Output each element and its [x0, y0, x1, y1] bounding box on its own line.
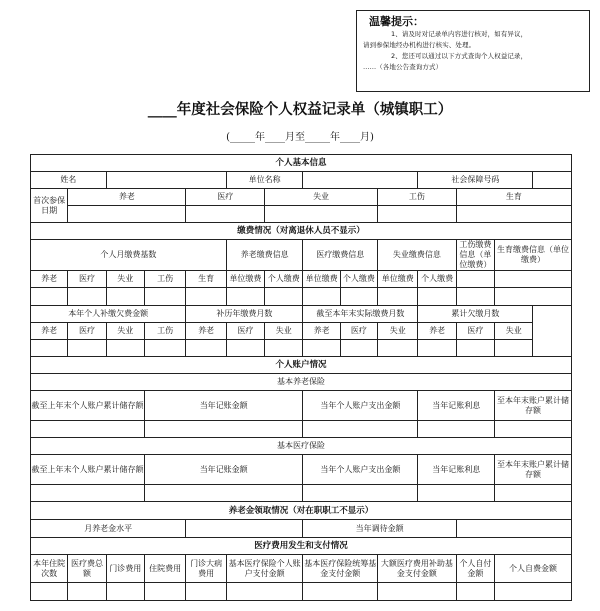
value-cell: [186, 288, 226, 306]
header-item: 失业: [378, 323, 418, 340]
header-account-col: 当年记账金额: [144, 391, 302, 421]
section-pension-claim: 养老金领取情况（对在职职工不显示）: [31, 502, 572, 520]
label-first-date: 首次参保日期: [31, 189, 68, 223]
header-item: 失业: [265, 323, 303, 340]
value-cell: [226, 288, 264, 306]
value-cell: [186, 583, 226, 601]
header-unit-pay: 单位缴费: [378, 271, 418, 288]
notice-title: 温馨提示：: [369, 15, 424, 28]
value-cell: [418, 485, 495, 502]
header-item: 养老: [68, 189, 186, 206]
header-personal-pay: 个人缴费: [418, 271, 456, 288]
value-cell: [340, 340, 377, 357]
value-cell: [495, 421, 572, 438]
page-title: ____年度社会保险个人权益记录单（城镇职工）: [147, 102, 453, 118]
section-basic: 个人基本信息: [31, 155, 572, 172]
value-cell: [144, 583, 185, 601]
value-cell: [418, 340, 456, 357]
label-ssn: 社会保障号码: [418, 172, 533, 189]
value-cell: [144, 340, 185, 357]
header-arrears: 本年个人补缴欠费金额: [31, 306, 186, 323]
header-cost-col: 本年住院次数: [31, 555, 68, 583]
value-cell: [68, 288, 106, 306]
header-account-col: 当年个人账户支出金额: [303, 391, 418, 421]
value-cell: [68, 583, 106, 601]
rights-record-table: [30, 154, 572, 601]
header-item: 失业: [106, 323, 144, 340]
value-cell: [303, 340, 340, 357]
header-item: 养老: [31, 271, 68, 288]
value-cell: [31, 485, 145, 502]
value-cell: [533, 306, 572, 357]
value-cell: [68, 206, 186, 223]
notice-line-2: 请到参保地经办机构进行核实、处理。: [363, 41, 476, 49]
subsection-medical: 基本医疗保险: [31, 438, 572, 455]
value-cell: [186, 520, 303, 538]
value-cell: [106, 583, 144, 601]
header-account-col: 截至上年末个人账户累计储存额: [31, 391, 145, 421]
header-cost-col: 个人自付金额: [456, 555, 494, 583]
value-cell: [186, 206, 265, 223]
value-cell: [378, 206, 457, 223]
value-cell: [144, 421, 302, 438]
header-item: 养老: [186, 323, 226, 340]
header-unemployment-info: 失业缴费信息: [378, 240, 457, 271]
header-item: 医疗: [68, 323, 106, 340]
header-item: 生育: [186, 271, 226, 288]
value-cell: [265, 340, 303, 357]
label-monthly-pension: 月养老金水平: [31, 520, 186, 538]
header-item: 工伤: [378, 189, 457, 206]
notice-line-1: 1、请及时对记录单内容进行核对，如有异议，: [391, 30, 528, 38]
value-cell: [106, 288, 144, 306]
value-cell: [226, 340, 264, 357]
header-maternity-info: 生育缴费信息（单位缴费）: [495, 240, 572, 271]
label-employer: 单位名称: [226, 172, 303, 189]
value-cell: [303, 288, 340, 306]
value-cell: [418, 421, 495, 438]
header-item: 生育: [456, 189, 571, 206]
value-cell: [495, 485, 572, 502]
header-medical-info: 医疗缴费信息: [303, 240, 378, 271]
header-item: 医疗: [68, 271, 106, 288]
header-item: 养老: [31, 323, 68, 340]
value-cell: [456, 520, 571, 538]
value-cell: [144, 288, 185, 306]
value-cell: [303, 485, 418, 502]
value-cell: [495, 340, 533, 357]
header-actual: 截至本年末实际缴费月数: [303, 306, 418, 323]
value-cell: [144, 485, 302, 502]
header-item: 失业: [495, 323, 533, 340]
value-cell: [378, 583, 457, 601]
value-cell: [31, 340, 68, 357]
value-cell: [106, 340, 144, 357]
value-cell: [303, 583, 378, 601]
header-item: 养老: [303, 323, 340, 340]
header-account-col: 当年记账利息: [418, 391, 495, 421]
header-cost-col: 医疗费总额: [68, 555, 106, 583]
header-personal-pay: 个人缴费: [340, 271, 377, 288]
header-unit-pay: 单位缴费: [226, 271, 264, 288]
header-history: 补历年缴费月数: [186, 306, 303, 323]
header-item: 工伤: [144, 271, 185, 288]
value-cell: [31, 583, 68, 601]
value-cell: [456, 206, 571, 223]
header-item: 养老: [418, 323, 456, 340]
section-payment: 缴费情况（对离退休人员不显示）: [31, 223, 572, 240]
header-account-col: 当年记账金额: [144, 455, 302, 485]
header-cost-col: 大额医疗费用补助基金支付金额: [378, 555, 457, 583]
value-cell: [186, 340, 226, 357]
value-cell: [265, 206, 378, 223]
value-cell: [340, 288, 377, 306]
header-injury-info: 工伤缴费信息（单位缴费）: [456, 240, 494, 271]
value-cell: [68, 340, 106, 357]
value-cell: [495, 583, 572, 601]
value-cell: [31, 288, 68, 306]
value-cell: [456, 288, 494, 306]
header-account-col: 截至上年末个人账户累计储存额: [31, 455, 145, 485]
header-item: 失业: [265, 189, 378, 206]
header-cost-col: 住院费用: [144, 555, 185, 583]
header-cost-col: 基本医疗保险统筹基金支付金额: [303, 555, 378, 583]
notice-line-4: ……（各地公告查询方式）: [363, 63, 443, 71]
value-cell: [456, 340, 494, 357]
header-cost-col: 个人自费金额: [495, 555, 572, 583]
value-ssn: [533, 172, 572, 189]
section-medical-cost: 医疗费用发生和支付情况: [31, 538, 572, 555]
header-account-col: 至本年末账户累计储存额: [495, 391, 572, 421]
value-cell: [378, 288, 418, 306]
header-account-col: 当年个人账户支出金额: [303, 455, 418, 485]
label-adjust: 当年调待金额: [303, 520, 456, 538]
label-name: 姓名: [31, 172, 107, 189]
header-item: 医疗: [456, 323, 494, 340]
header-cost-col: 门诊费用: [106, 555, 144, 583]
notice-line-3: 2、您还可以通过以下方式查询个人权益记录，: [391, 52, 528, 60]
header-cost-col: 基本医疗保险个人账户支付金额: [226, 555, 303, 583]
header-personal-pay: 个人缴费: [265, 271, 303, 288]
value-cell: [418, 288, 456, 306]
header-owed: 累计欠缴月数: [418, 306, 533, 323]
header-item: 医疗: [226, 323, 264, 340]
value-cell: [303, 421, 418, 438]
value-cell: [265, 288, 303, 306]
value-cell: [456, 271, 494, 288]
value-cell: [456, 583, 494, 601]
header-item: 工伤: [144, 323, 185, 340]
notice-box: [356, 10, 590, 92]
value-employer: [303, 172, 418, 189]
header-account-col: 至本年末账户累计储存额: [495, 455, 572, 485]
period: (_____年____月至_____年____月): [226, 132, 374, 143]
header-monthly-base: 个人月缴费基数: [31, 240, 227, 271]
header-cost-col: 门诊大病费用: [186, 555, 226, 583]
value-cell: [31, 421, 145, 438]
value-cell: [378, 340, 418, 357]
header-item: 医疗: [186, 189, 265, 206]
header-unit-pay: 单位缴费: [303, 271, 340, 288]
header-pension-info: 养老缴费信息: [226, 240, 303, 271]
value-name: [106, 172, 226, 189]
value-cell: [226, 583, 303, 601]
value-cell: [495, 271, 572, 288]
value-cell: [495, 288, 572, 306]
header-item: 失业: [106, 271, 144, 288]
header-item: 医疗: [340, 323, 377, 340]
subsection-pension: 基本养老保险: [31, 374, 572, 391]
header-account-col: 当年记账利息: [418, 455, 495, 485]
section-account: 个人账户情况: [31, 357, 572, 374]
